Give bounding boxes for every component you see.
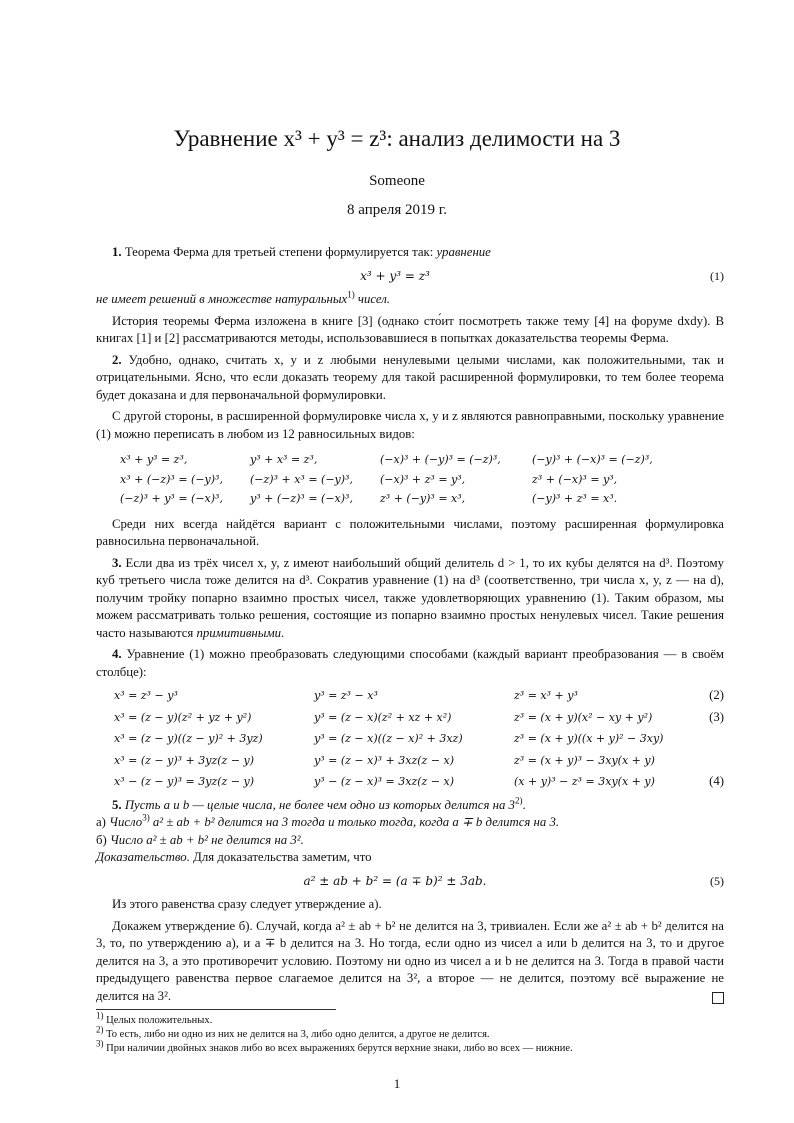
proof-intro [96,849,724,867]
equation-1 [96,268,724,286]
transform-cell: z³ = (x + y)((x + y)² − 3xy) [514,732,664,745]
transform-cell: z³ = (x + y)³ − 3xy(x + y) [514,753,655,767]
lemma-statement: Пусть a и b — целые числа, не более чем одно из которых делится на 3 [124,797,515,812]
section-2-text: Удобно, однако, считать x, y и z любыми ненулевыми целыми числами, как положительными, так и отрицательными. Ясно, что если доказать теорему для такой расширенной формулировки, то тем более теорема будет доказана и для первоначальной формулировки. [96,352,724,402]
equation-number: (1) [710,268,724,283]
transform-cell: y³ = (z − x)(z² + xz + x²) [314,710,452,724]
proof-main-text: Докажем утверждение б). Случай, когда a² ± ab + b² не делится на 3, тривиален. Если же a² ± ab + b² делится на 3, то, по утверждению а), и a ∓ b делится на 3. Но тогда, если одно из чисел a или b делится на 3, то и другое делится на 3, а это противоречит условию. Поэтому ни одно из чисел a и b не делится на 3. Тогда в правой части предыдущего равенства первое слагаемое делится на 3², а второе — не делится, поэтому всё выражение не делится на 3². [96,918,724,1003]
lemma-part-b [96,832,724,850]
transform-cell: y³ = (z − x)((z − x)² + 3xz) [314,732,463,745]
form-item: x³ + y³ = z³, [120,453,188,466]
document-body [96,244,724,1009]
form-item: z³ + (−x)³ = y³, [532,472,618,486]
equation-number: (4) [709,774,724,788]
form-item: (−x)³ + (−y)³ = (−z)³, [380,453,501,466]
transform-cell: x³ = z³ − y³ [114,689,178,702]
equation-number: (3) [709,709,724,724]
part-a-text: Число [109,815,143,829]
equation-5 [96,873,724,891]
section-number: 5. [112,797,122,812]
footnote-mark: 3) [96,1038,104,1049]
section-number: 2. [112,352,122,367]
form-item: (−y)³ + (−x)³ = (−z)³, [532,453,653,466]
section-number: 1. [112,245,122,259]
footnote-mark: 1) [96,1010,104,1021]
theorem-statement: не имеет решений в множестве натуральных [96,292,348,306]
footnote-ref[interactable]: 2) [514,795,523,806]
part-label: а) [96,815,106,829]
section-3-term: примитивными [196,625,282,640]
section-1-text: Теорема Ферма для третьей степени формулируется так: [124,245,434,259]
author: Someone [369,173,425,189]
lemma-part-a [96,814,724,832]
transform-cell: (x + y)³ − z³ = 3xy(x + y) [514,775,655,788]
transform-cell: x³ = (z − y)³ + 3yz(z − y) [114,753,255,767]
section-2-para-3: Среди них всегда найдётся вариант с положительными числами, поэтому расширенная формулировка равносильна первоначальной. [96,516,724,548]
part-b-text: Число a² ± ab + b² не делится на 3². [109,832,304,847]
transform-cell: z³ = x³ + y³ [514,689,578,702]
part-a-rest: a² ± ab + b² делится на 3 тогда и только тогда, когда a ∓ b делится на 3. [149,815,560,829]
equation-body: x³ + y³ = z³ [360,268,430,283]
section-4-text: Уравнение (1) можно преобразовать следующими способами (каждый вариант преобразования — в своём столбце): [96,647,725,679]
section-number: 4. [112,647,122,661]
transform-cell: x³ = (z − y)((z − y)² + 3yz) [114,732,263,745]
footnote-mark: 2) [96,1024,104,1035]
section-1-history: История теоремы Ферма изложена в книге [3] (однако сто́ит посмотреть также тему [4] на форуме dxdy). В книгах [1] и [2] рассматриваются методы, использовавшиеся в попытках доказательства теоремы Ферма. [96,313,724,345]
section-3-tail: . [281,625,285,640]
proof-label: Доказательство. [96,850,190,864]
footnote [96,1038,724,1056]
footnote-text: Целых положительных. [106,1015,213,1026]
form-item: y³ + x³ = z³, [250,453,318,466]
footnote-text: То есть, либо ни одно из них не делится на 3, либо одно делится, а другое не делится. [106,1029,490,1040]
theorem-statement-tail: чисел. [354,292,391,306]
section-5-claim: 5. Пусть a и b — целые числа, не более чем одно из которых делится на 3$^{2)}$. [112,795,526,812]
form-item: x³ + (−z)³ = (−y)³, [120,472,223,486]
page-number: 1 [393,1076,401,1091]
transform-cell: x³ − (z − y)³ = 3yz(z − y) [114,775,255,788]
section-3-text: Если два из трёх чисел x, y, z имеют наибольший общий делитель d > 1, то их кубы делятся на d³. Поэтому куб третьего числа тоже делится на d³. Сократив уравнение (1) на d³ (соответственно, три числа x, y, z — на d), получим тройку попарно взаимно простых чисел, также удовлетворяющих уравнению (1). Таким образом, мы можем рассматривать только решения, состоящие из попарно взаимно простых ненулевых чисел. Такие решения часто называются [96,555,724,640]
footnote-rule [96,1009,336,1010]
section-3 [96,555,724,643]
proof-main [96,918,724,1006]
section-1-statement [96,291,724,309]
qed-icon [712,992,724,1004]
footnote-text: При наличии двойных знаков либо во всех выражениях берутся верхние знаки, либо во всех — нижние. [106,1043,573,1054]
transform-cell: y³ = (z − x)³ + 3xz(z − x) [314,753,455,767]
form-item: y³ + (−z)³ = (−x)³, [250,492,353,505]
form-item: (−z)³ + y³ = (−x)³, [120,492,223,505]
section-1-text-italic: уравнение [436,245,491,259]
transform-cell: z³ = (x + y)(x² − xy + y²) [514,710,653,724]
equation-number [694,752,724,770]
equivalent-forms-grid [120,451,724,508]
form-item: z³ + (−y)³ = x³, [380,492,466,505]
footnote-ref[interactable]: 1) [347,289,355,300]
section-2-para-2: С другой стороны, в расширенной формулировке числа x, y и z являются равноправными, поскольку уравнение (1) можно переписать в любом из 12 равносильных видов: [96,409,724,441]
section-2-para-1 [96,352,724,405]
footnote-ref[interactable]: 3) [142,812,150,823]
date: 8 апреля 2019 г. [347,202,447,218]
footnotes [96,1010,724,1056]
transformations-grid [96,687,724,791]
equation-number: (5) [710,873,724,888]
proof-after: Из этого равенства сразу следует утверждение а). [112,897,382,911]
transform-cell: y³ = z³ − x³ [314,689,378,702]
part-label: б) [96,832,107,847]
transform-cell: x³ = (z − y)(z² + yz + y²) [114,710,252,724]
form-item: (−x)³ + z³ = y³, [380,472,466,486]
section-number: 3. [112,555,122,570]
page-title: Уравнение x³ + y³ = z³: анализ делимости на 3 [173,126,621,151]
section-1-intro [96,244,724,262]
transform-cell: y³ − (z − x)³ = 3xz(z − x) [314,775,455,788]
form-item: (−y)³ + z³ = x³. [532,492,618,505]
section-4 [96,646,724,681]
footnote [96,1010,724,1028]
proof-text: Для доказательства заметим, что [189,850,372,864]
equation-body: a² ± ab + b² = (a ∓ b)² ± 3ab. [303,873,487,888]
equation-number [694,730,724,748]
equation-number: (2) [709,688,724,702]
form-item: (−z)³ + x³ = (−y)³, [250,472,353,486]
footnote [96,1024,724,1042]
